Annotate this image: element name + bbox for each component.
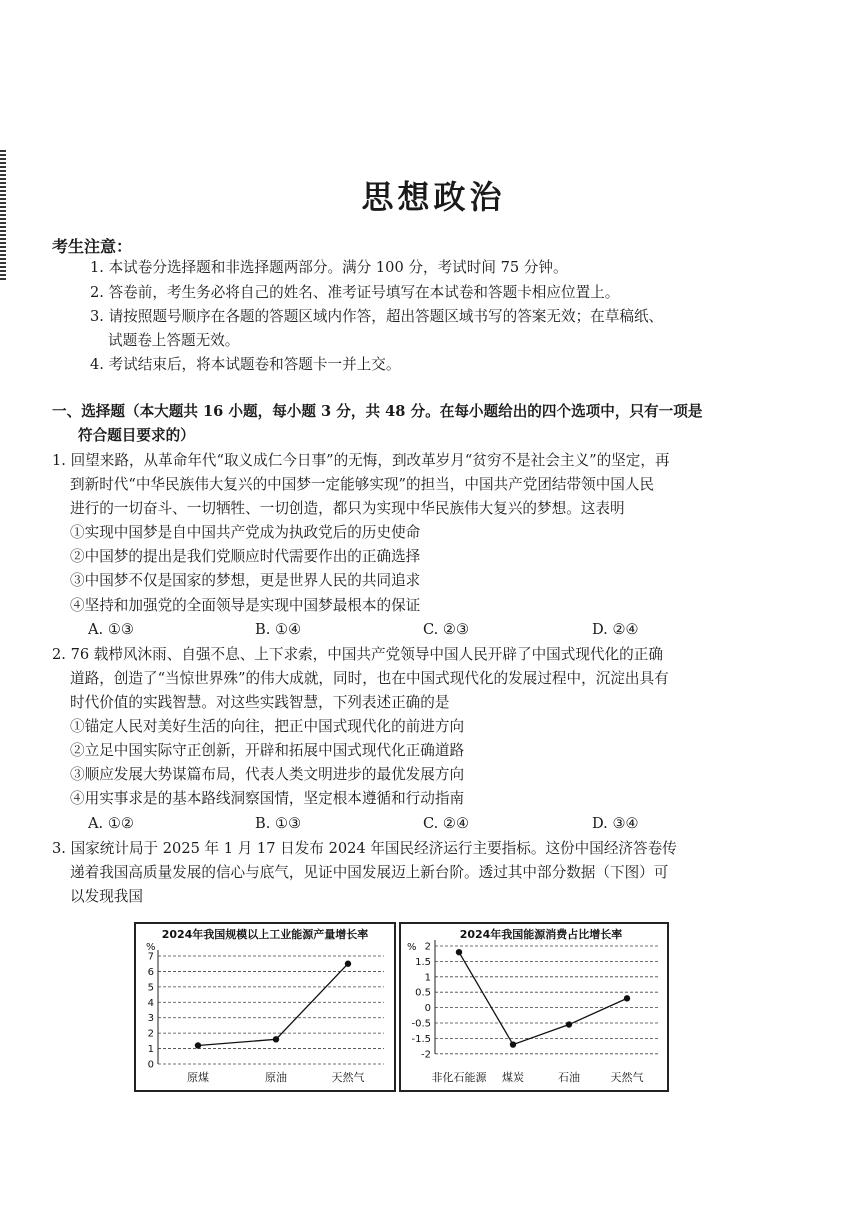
q2-statement: ①锚定人民对美好生活的向往，把正中国式现代化的前进方向 xyxy=(70,718,465,735)
section-heading: 一、选择题（本大题共 16 小题，每小题 3 分，共 48 分。在每小题给出的四个选项中，只有一项是 xyxy=(52,403,703,420)
data-point xyxy=(510,1041,516,1047)
data-point xyxy=(456,949,462,955)
q2-option-c: C. ②④ xyxy=(423,815,470,832)
q3-stem: 3. 国家统计局于 2025 年 1 月 17 日发布 2024 年国民经济运行主要指标。这份中国经济答卷传 xyxy=(52,840,677,857)
series-line xyxy=(459,952,627,1044)
chart-energy-production xyxy=(134,922,396,1092)
section-heading-cont: 符合题目要求的） xyxy=(78,427,195,444)
y-axis-unit: % xyxy=(407,942,417,953)
notice-item: 1. 本试卷分选择题和非选择题两部分。满分 100 分，考试时间 75 分钟。 xyxy=(90,259,568,276)
q2-statement: ④用实事求是的基本路线洞察国情，坚定根本遵循和行动指南 xyxy=(70,790,465,807)
q2-option-b: B. ①③ xyxy=(255,815,302,832)
y-axis-unit: % xyxy=(146,942,156,953)
y-tick-label: 6 xyxy=(147,966,154,978)
y-tick-label: 0 xyxy=(147,1059,154,1071)
y-tick-label: 1.5 xyxy=(415,956,431,968)
q3-stem: 递着我国高质量发展的信心与底气，见证中国发展迈上新台阶。透过其中部分数据（下图）可 xyxy=(70,864,669,881)
q1-stem: 进行的一切奋斗、一切牺牲、一切创造，都只为实现中华民族伟大复兴的梦想。这表明 xyxy=(70,500,625,517)
q1-statement: ④坚持和加强党的全面领导是实现中国梦最根本的保证 xyxy=(70,597,421,614)
q1-statement: ②中国梦的提出是我们党顺应时代需要作出的正确选择 xyxy=(70,548,421,565)
y-tick-label: -1.5 xyxy=(411,1033,431,1045)
q2-stem: 2. 76 载栉风沐雨、自强不息、上下求索，中国共产党领导中国人民开辟了中国式现代化的正确 xyxy=(52,646,663,663)
x-category-label: 天然气 xyxy=(610,1071,644,1084)
data-point xyxy=(624,995,630,1001)
y-tick-label: 1 xyxy=(147,1044,154,1056)
chart-energy-production-svg xyxy=(136,924,394,1090)
q2-statement: ②立足中国实际守正创新，开辟和拓展中国式现代化正确道路 xyxy=(70,742,465,759)
y-tick-label: -0.5 xyxy=(411,1018,431,1030)
y-tick-label: -2 xyxy=(421,1049,431,1061)
y-tick-label: 5 xyxy=(147,982,154,994)
x-category-label: 非化石能源 xyxy=(431,1071,487,1084)
chart-energy-consumption-svg xyxy=(401,924,667,1090)
q2-option-a: A. ①② xyxy=(88,815,134,832)
notice-heading: 考生注意： xyxy=(52,237,133,256)
data-point xyxy=(566,1021,572,1027)
x-category-label: 天然气 xyxy=(331,1071,365,1084)
q1-option-d: D. ②④ xyxy=(592,621,639,638)
chart-title: 2024年我国能源消费占比增长率 xyxy=(459,928,623,941)
chart-energy-consumption xyxy=(399,922,669,1092)
q2-stem: 道路，创造了“当惊世界殊”的伟大成就，同时，也在中国式现代化的发展过程中，沉淀出具有 xyxy=(70,670,669,687)
y-tick-label: 3 xyxy=(147,1013,154,1025)
chart-title: 2024年我国规模以上工业能源产量增长率 xyxy=(161,928,369,941)
y-tick-label: 1 xyxy=(424,972,431,984)
data-point xyxy=(345,961,351,967)
notice-item: 2. 答卷前，考生务必将自己的姓名、准考证号填写在本试卷和答题卡相应位置上。 xyxy=(90,284,620,301)
y-tick-label: 2 xyxy=(424,941,431,953)
notice-item: 3. 请按照题号顺序在各题的答题区域内作答，超出答题区域书写的答案无效；在草稿纸、 xyxy=(90,308,664,325)
x-category-label: 石油 xyxy=(558,1071,580,1084)
y-tick-label: 4 xyxy=(147,997,154,1009)
q1-option-c: C. ②③ xyxy=(423,621,470,638)
q1-statement: ①实现中国梦是自中国共产党成为执政党后的历史使命 xyxy=(70,524,421,541)
q1-option-a: A. ①③ xyxy=(88,621,134,638)
y-tick-label: 2 xyxy=(147,1028,154,1040)
q2-statement: ③顺应发展大势谋篇布局，代表人类文明进步的最优发展方向 xyxy=(70,766,465,783)
q1-stem: 1. 回望来路，从革命年代“取义成仁今日事”的无悔，到改革岁月“贫穷不是社会主义”的坚定，再 xyxy=(52,452,670,469)
q1-stem: 到新时代“中华民族伟大复兴的中国梦一定能够实现”的担当，中国共产党团结带领中国人民 xyxy=(70,476,655,493)
x-category-label: 煤炭 xyxy=(502,1071,524,1084)
q2-option-d: D. ③④ xyxy=(592,815,639,832)
x-category-label: 原煤 xyxy=(187,1071,209,1084)
notice-item: 试题卷上答题无效。 xyxy=(108,332,240,349)
y-tick-label: 0.5 xyxy=(415,987,431,999)
q1-statement: ③中国梦不仅是国家的梦想，更是世界人民的共同追求 xyxy=(70,572,421,589)
data-point xyxy=(273,1036,279,1042)
y-tick-label: 0 xyxy=(424,1003,431,1015)
q1-option-b: B. ①④ xyxy=(255,621,302,638)
data-point xyxy=(195,1042,201,1048)
q2-stem: 时代价值的实践智慧。对这些实践智慧，下列表述正确的是 xyxy=(70,694,450,711)
page-title: 思想政治 xyxy=(361,178,506,216)
notice-item: 4. 考试结束后，将本试题卷和答题卡一并上交。 xyxy=(90,356,401,373)
x-category-label: 原油 xyxy=(265,1071,287,1084)
y-tick-label: 7 xyxy=(147,951,154,963)
q3-stem: 以发现我国 xyxy=(70,888,143,905)
